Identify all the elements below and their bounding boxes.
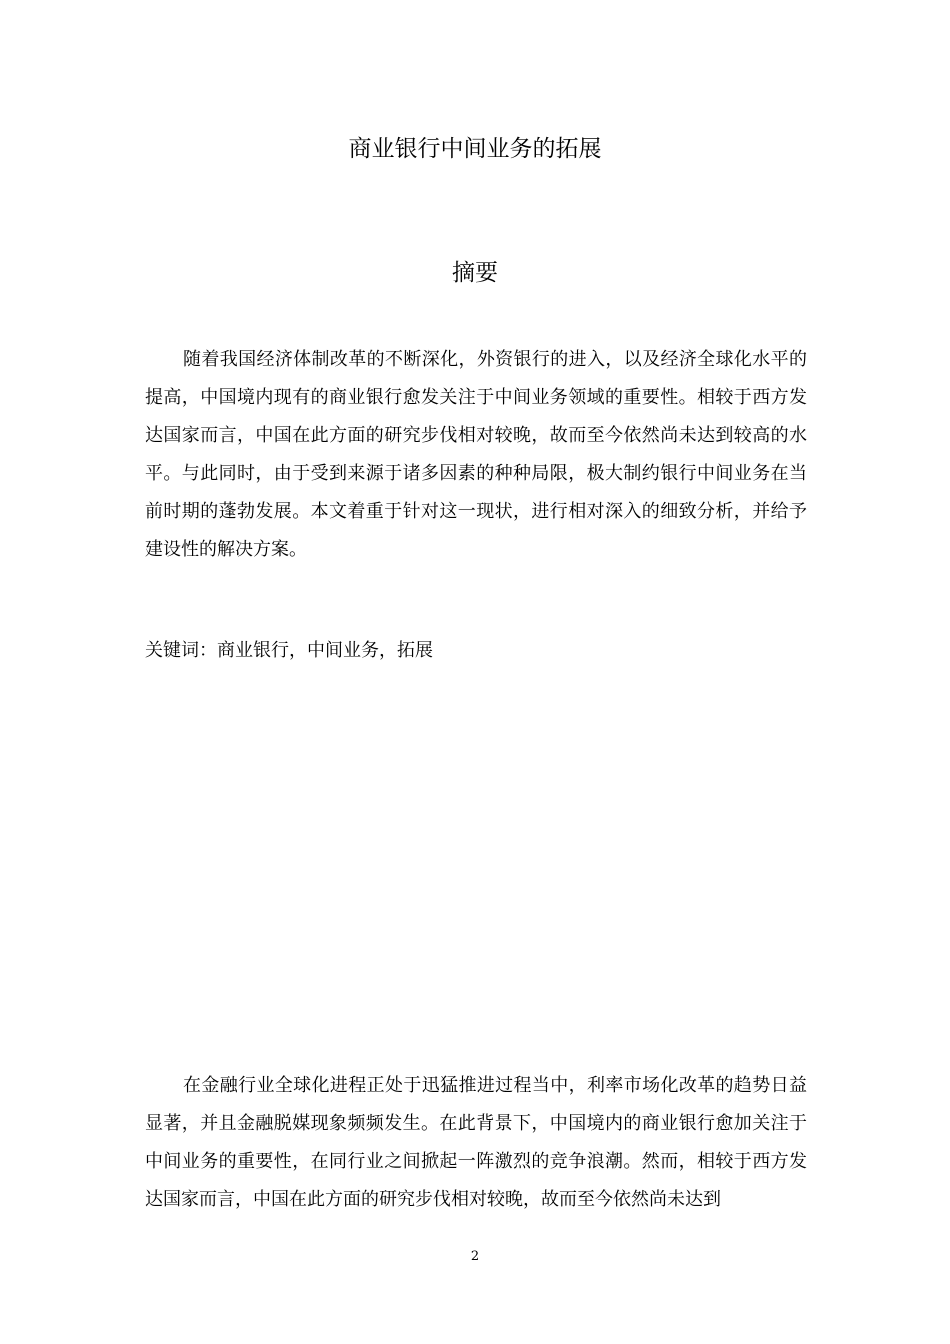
abstract-paragraph: 随着我国经济体制改革的不断深化，外资银行的进入，以及经济全球化水平的提高，中国境内现有的商业银行愈发关注于中间业务领域的重要性。相较于西方发达国家而言，中国在此方面的研究步伐相对较晚，故而至今依然尚未达到较高的水平。与此同时，由于受到来源于诸多因素的种种局限，极大制约银行中间业务在当前时期的蓬勃发展。本文着重于针对这一现状，进行相对深入的细致分析，并给予建设性的解决方案。: [145, 349, 807, 560]
page-number: 2: [470, 1249, 480, 1264]
document-title: 商业银行中间业务的拓展: [348, 136, 602, 162]
body-paragraph: 在金融行业全球化进程正处于迅猛推进过程当中，利率市场化改革的趋势日益显著，并且金融脱媒现象频频发生。在此背景下，中国境内的商业银行愈加关注于中间业务的重要性，在同行业之间掀起一阵激烈的竞争浪潮。然而，相较于西方发达国家而言，中国在此方面的研究步伐相对较晚，故而至今依然尚未达到: [145, 1075, 807, 1210]
abstract-heading: 摘要: [452, 260, 498, 286]
keywords-line: 关键词：商业银行，中间业务，拓展: [145, 640, 433, 661]
